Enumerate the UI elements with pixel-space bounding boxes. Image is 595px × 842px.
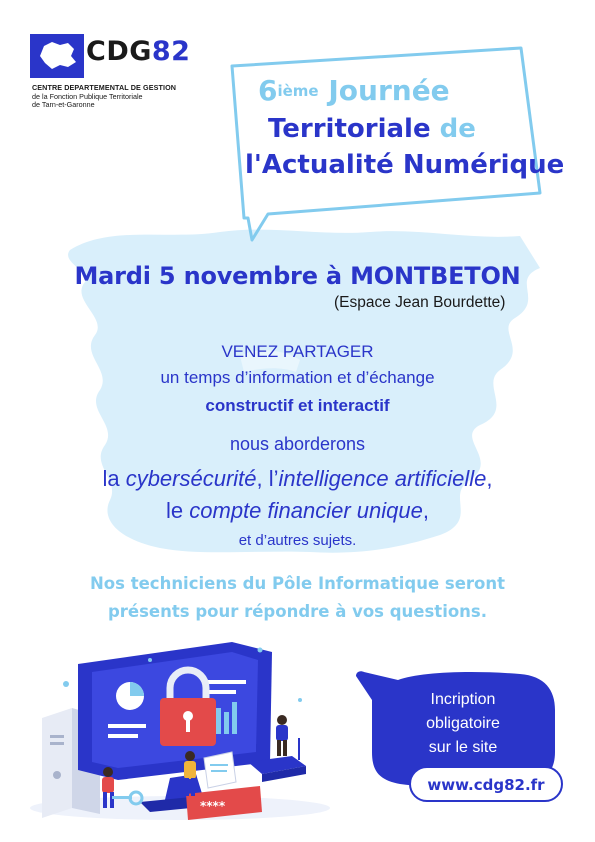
body-line-1: VENEZ PARTAGER <box>221 342 374 361</box>
inscription-line-2: obligatoire <box>426 715 500 732</box>
logo-name: CDG82 <box>86 36 191 67</box>
title-line-1: 6ième Journée <box>258 74 450 107</box>
password-mask: **** <box>200 799 226 813</box>
title-line-2: Territoriale de <box>268 114 476 144</box>
event-date: Mardi 5 novembre à MONTBETON <box>74 262 521 290</box>
topics-line-1: la cybersécurité, l’intelligence artificielle, <box>102 466 493 491</box>
topics-line-2: le compte financier unique, <box>166 498 429 523</box>
technicians-line-2: présents pour répondre à vos questions. <box>107 602 488 621</box>
body-line-4: nous aborderons <box>229 434 366 454</box>
body-line-3: constructif et interactif <box>205 396 390 415</box>
logo-subtitle: CENTRE DEPARTEMENTAL DE GESTION de la Fonction Publique Territoriale de Tarn-et-Garonne <box>32 83 177 110</box>
inscription-line-1: Incription <box>430 691 496 708</box>
body-line-2: un temps d’information et d’échange <box>160 368 435 387</box>
technicians-line-1: Nos techniciens du Pôle Informatique seront <box>90 574 505 593</box>
website-link[interactable]: www.cdg82.fr <box>427 776 545 794</box>
body-line-7: et d’autres sujets. <box>238 532 357 549</box>
inscription-line-3: sur le site <box>428 739 498 756</box>
event-venue: (Espace Jean Bourdette) <box>334 294 506 311</box>
title-line-3: l'Actualité Numérique <box>245 150 565 180</box>
